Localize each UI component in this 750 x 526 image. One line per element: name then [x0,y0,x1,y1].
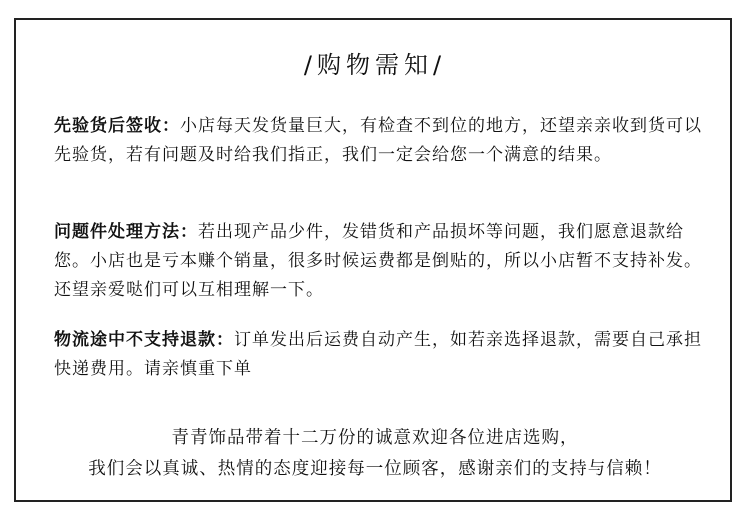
page-title: /购物需知/ [303,51,447,79]
section-body: 小店每天发货量巨大，有检查不到位的地方，还望亲亲收到货可以先验货，若有问题及时给我们指正，我们一定会给您一个满意的结果。 [54,116,702,165]
section-heading: 问题件处理方法： [54,222,198,242]
section-heading: 先验货后签收： [54,116,180,136]
section-heading: 物流途中不支持退款： [54,330,234,350]
notice-section-problem-items [54,218,716,305]
footer-line-thanks: 我们会以真诚、热情的态度迎接每一位顾客，感谢亲们的支持与信赖！ [88,459,662,479]
footer-line-welcome: 青青饰品带着十二万份的诚意欢迎各位进店选购， [171,428,579,448]
notice-section-inspection [54,112,716,170]
notice-section-no-refund-in-transit [54,326,716,384]
section-body: 若出现产品少件，发错货和产品损坏等问题，我们愿意退款给您。小店也是亏本赚个销量，很多时候运费都是倒贴的，所以小店暂不支持补发。还望亲爱哒们可以互相理解一下。 [54,222,702,300]
section-body: 订单发出后运费自动产生，如若亲选择退款，需要自己承担快递费用。请亲慎重下单 [54,330,702,379]
